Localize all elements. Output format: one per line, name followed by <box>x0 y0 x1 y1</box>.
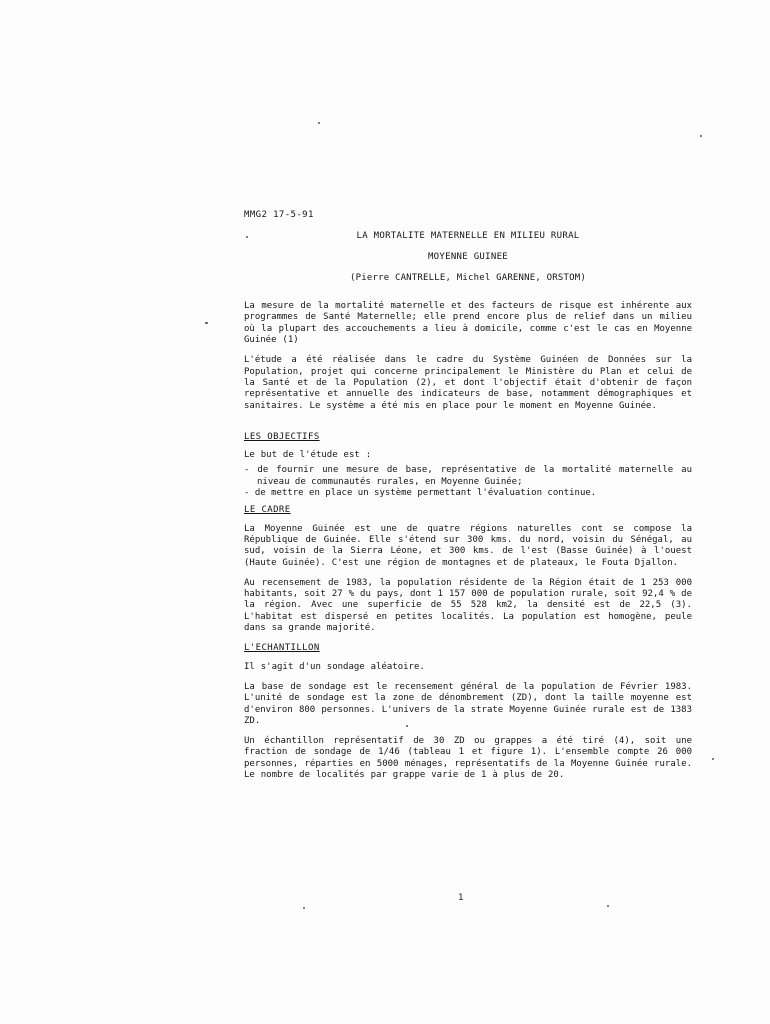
scan-speck <box>406 725 408 727</box>
document-reference: MMG2 17-5-91 <box>244 210 314 220</box>
scan-speck <box>246 236 248 238</box>
document-body <box>244 210 692 790</box>
scan-speck <box>712 758 714 760</box>
cadre-paragraph: Au recensement de 1983, la population résidente de la Région était de 1 253 000 habitants, soit 27 % du pays, dont 1 157 000 de population rurale, soit 92,4 % de la région. Avec une superficie de 55 528 km2, la densité est de 22,5 (3). L'habitat est dispersé en petites localités. La population est homogène, peule dans sa grande majorité. <box>244 577 692 634</box>
scan-speck <box>700 135 702 137</box>
echantillon-paragraph: Un échantillon représentatif de 30 ZD ou grappes a été tiré (4), soit une fraction de sondage de 1/46 (tableau 1 et figure 1). L'ensemble compte 26 000 personnes, réparties en 5000 ménages, représentatifs de la Moyenne Guinée rurale. Le nombre de localités par grappe varie de 1 à plus de 20. <box>244 736 692 780</box>
cadre-paragraph: La Moyenne Guinée est une de quatre régions naturelles cont se compose la République de Guinée. Elle s'étend sur 300 kms. du nord, voisin du Sénégal, au sud, voisin de la Sierra Léone, et 300 kms. de l'est (Basse Guinée) à l'ouest (Haute Guinée). C'est une région de montagnes et de plateaux, le Fouta Djallon. <box>244 523 692 568</box>
scan-speck <box>303 907 305 909</box>
echantillon-paragraph: Il s'agit d'un sondage aléatoire. <box>244 661 425 672</box>
section-heading-echantillon: L'ECHANTILLON <box>244 643 320 654</box>
objectifs-list <box>244 465 692 499</box>
document-subtitle: MOYENNE GUINEE <box>427 251 509 262</box>
scan-speck <box>205 322 208 324</box>
page-number: 1 <box>458 893 464 903</box>
document-title: LA MORTALITE MATERNELLE EN MILIEU RURAL <box>356 231 580 242</box>
intro-paragraph: La mesure de la mortalité maternelle et des facteurs de risque est inhérente aux programmes de Santé Maternelle; elle prend encore plus de relief dans un milieu où la plupart des accouchements a lieu à domicile, comme c'est le cas en Moyenne Guinée (1) <box>244 301 692 346</box>
list-item: - de mettre en place un système permettant l'évaluation continue. <box>244 488 597 499</box>
scan-speck <box>318 122 320 124</box>
document-authors: (Pierre CANTRELLE, Michel GARENNE, ORSTOM) <box>350 272 586 283</box>
objectifs-lead: Le but de l'étude est : <box>244 450 372 461</box>
section-heading-cadre: LE CADRE <box>244 505 291 516</box>
echantillon-paragraph: La base de sondage est le recensement général de la population de Février 1983. L'unité de sondage est la zone de dénombrement (ZD), dont la taille moyenne est d'environ 800 personnes. L'univers de la strate Moyenne Guinée rurale est de 1383 ZD. <box>244 681 692 726</box>
list-item: - de fournir une mesure de base, représentative de la mortalité maternelle au niveau de communautés rurales, en Moyenne Guinée; <box>244 465 692 487</box>
section-heading-objectifs: LES OBJECTIFS <box>244 431 320 442</box>
scan-speck <box>607 905 609 907</box>
intro-paragraph: L'étude a été réalisée dans le cadre du Système Guinéen de Données sur la Population, projet qui concerne principalement le Ministère du Plan et celui de la Santé et de la Population (2), et dont l'objectif était d'obtenir de façon représentative et annuelle des indicateurs de base, notamment démographiques et sanitaires. Le système a été mis en place pour le moment en Moyenne Guinée. <box>244 355 692 411</box>
